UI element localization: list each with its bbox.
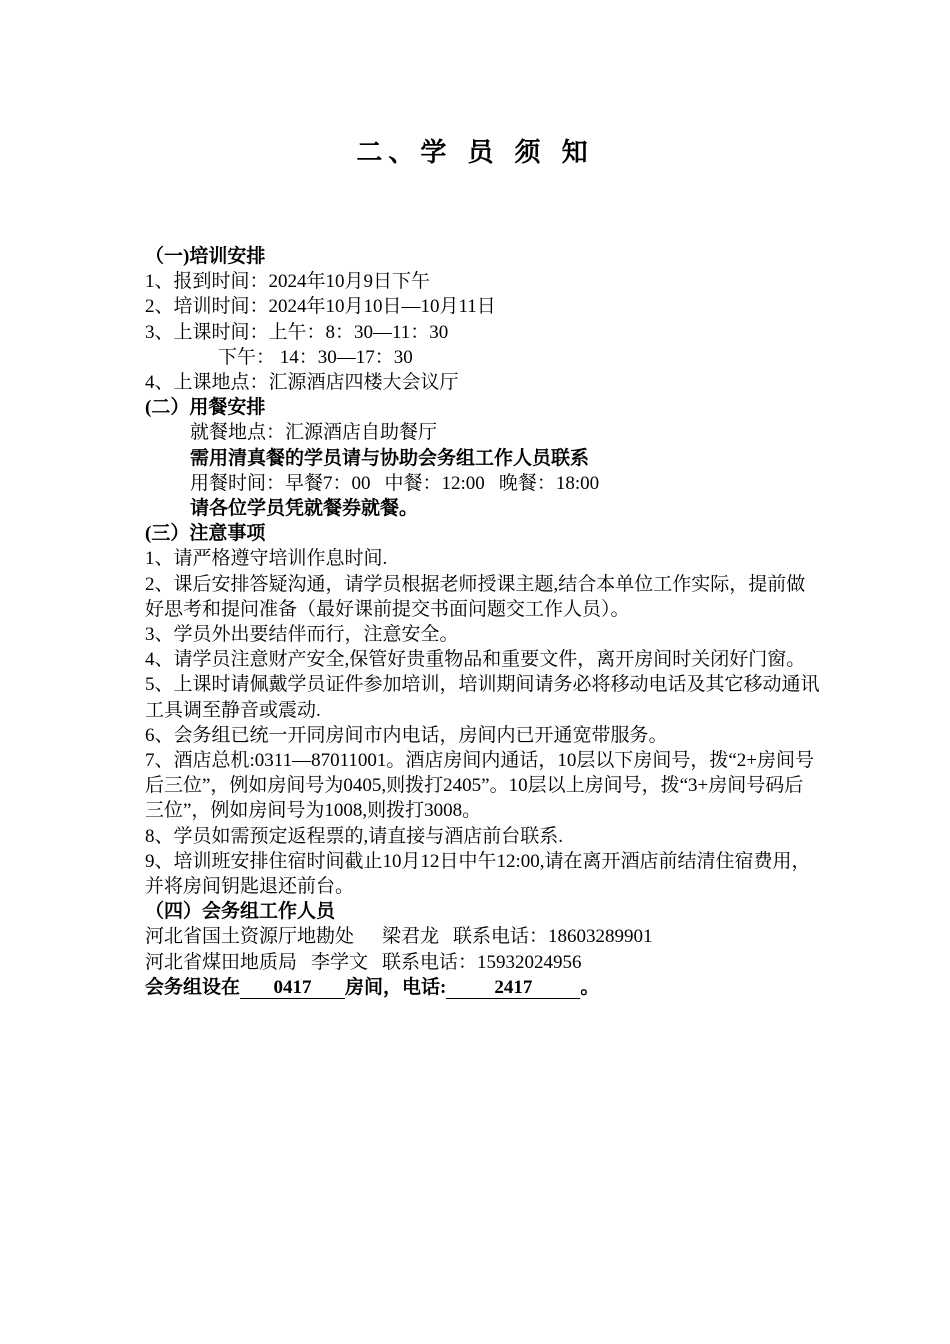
document-body <box>145 244 820 1000</box>
training-item: 1、报到时间：2024年10月9日下午 <box>145 271 431 293</box>
lunch-time: 中餐：12:00 <box>384 472 485 494</box>
note-item: 3、学员外出要结伴而行，注意安全。 <box>145 624 459 646</box>
dinner-time: 晚餐：18:00 <box>498 472 600 494</box>
staff-name: 梁君龙 <box>382 926 440 948</box>
training-item: 4、上课地点：汇源酒店四楼大会议厅 <box>145 372 459 394</box>
office-phone-ext: 2417 <box>446 978 580 999</box>
breakfast-time: 早餐7：00 <box>285 472 371 494</box>
note-item: 2、课后安排答疑沟通，请学员根据老师授课主题,结合本单位工作实际，提前做好思考和提问准备（最好课前提交书面问题交工作人员）。 <box>145 573 806 620</box>
staff-member <box>145 924 820 949</box>
office-room-suffix: 房间，电话: <box>345 976 447 998</box>
staff-org: 河北省煤田地质局 <box>145 951 298 973</box>
staff-phone: 联系电话：15932024956 <box>382 951 582 973</box>
note-item: 8、学员如需预定返程票的,请直接与酒店前台联系. <box>145 825 564 847</box>
training-heading: （一)培训安排 <box>145 246 266 267</box>
note-item: 6、会务组已统一开同房间市内电话，房间内已开通宽带服务。 <box>145 724 668 746</box>
note-item: 7、酒店总机:0311—87011001。酒店房间内通话，10层以下房间号，拨“2+房间号后三位”，例如房间号为0405,则拨打2405”。10层以上房间号，拨“3+房间号码后三位”，例如房间号为1008,则拨打3008。 <box>145 750 815 822</box>
staff-org: 河北省国土资源厅地勘处 <box>145 926 355 948</box>
training-item: 3、上课时间：上午：8：30—11：30 <box>145 321 449 343</box>
halal-note: 需用清真餐的学员请与协助会务组工作人员联系 <box>190 447 590 469</box>
staff-heading: （四）会务组工作人员 <box>145 901 336 923</box>
staff-name: 李学文 <box>311 951 369 973</box>
meal-time-label: 用餐时间： <box>190 472 286 494</box>
page-title: 二、学 员 须 知 <box>356 138 594 168</box>
office-prefix: 会务组设在 <box>145 976 241 998</box>
meal-location: 就餐地点：汇源酒店自助餐厅 <box>190 422 438 444</box>
office-end-mark: 。 <box>580 976 600 998</box>
staff-phone: 联系电话：18603289901 <box>453 926 653 948</box>
office-room-number: 0417 <box>240 978 345 999</box>
note-item: 5、上课时请佩戴学员证件参加培训，培训期间请务必将移动电话及其它移动通讯工具调至静音或震动. <box>145 674 820 721</box>
training-item: 2、培训时间：2024年10月10日—10月11日 <box>145 296 496 318</box>
meal-times <box>145 471 820 496</box>
staff-member <box>145 950 820 975</box>
note-item: 4、请学员注意财产安全,保管好贵重物品和重要文件，离开房间时关闭好门窗。 <box>145 649 806 671</box>
voucher-note: 请各位学员凭就餐券就餐。 <box>190 498 419 520</box>
office-info <box>145 975 820 1000</box>
meals-heading: (二）用餐安排 <box>145 397 266 419</box>
note-item: 9、培训班安排住宿时间截止10月12日中午12:00,请在离开酒店前结清住宿费用，并将房间钥匙退还前台。 <box>145 850 811 898</box>
training-item: 下午： 14：30—17：30 <box>218 346 413 368</box>
notes-heading: (三）注意事项 <box>145 523 266 545</box>
note-item: 1、请严格遵守培训作息时间. <box>145 548 388 570</box>
